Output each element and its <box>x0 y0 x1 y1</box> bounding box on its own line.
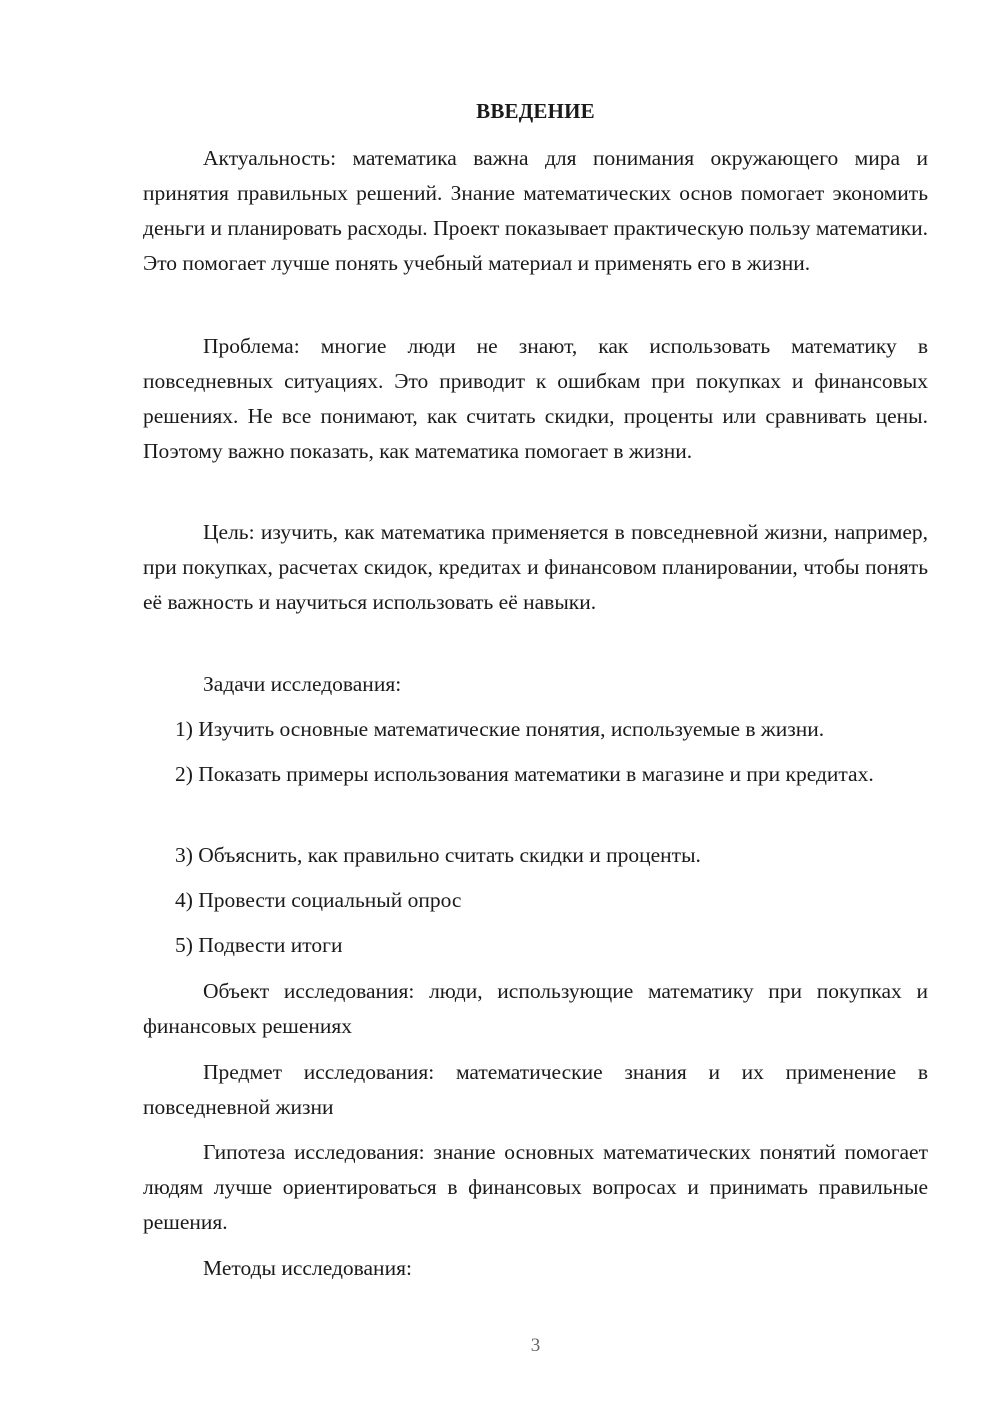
document-page <box>143 0 928 1414</box>
page-number: 3 <box>530 1335 541 1356</box>
task-item-4: 4) Провести социальный опрос <box>175 888 462 912</box>
section-title: ВВЕДЕНИЕ <box>476 99 595 123</box>
paragraph-research-object: Объект исследования: люди, использующие математику при покупках и финансовых решениях <box>143 979 928 1038</box>
paragraph-tasks-heading: Задачи исследования: <box>203 672 402 696</box>
paragraph-problem: Проблема: многие люди не знают, как использовать математику в повседневных ситуациях. Это приводит к ошибкам при покупках и финансовых решениях. Не все понимают, как считать скидки, проценты или сравнивать цены. Поэтому важно показать, как математика помогает в жизни. <box>143 334 928 463</box>
task-item-3: 3) Объяснить, как правильно считать скидки и проценты. <box>175 843 701 867</box>
paragraph-research-hypothesis: Гипотеза исследования: знание основных математических понятий помогает людям лучше ориентироваться в финансовых вопросах и принимать правильные решения. <box>143 1140 928 1234</box>
task-item-5: 5) Подвести итоги <box>175 933 343 957</box>
paragraph-research-subject: Предмет исследования: математические знания и их применение в повседневной жизни <box>143 1060 928 1119</box>
paragraph-goal: Цель: изучить, как математика применяется в повседневной жизни, например, при покупках, расчетах скидок, кредитах и финансовом планировании, чтобы понять её важность и научиться использовать её навыки. <box>143 520 928 614</box>
task-item-2: 2) Показать примеры использования математики в магазине и при кредитах. <box>175 762 874 786</box>
paragraph-research-methods: Методы исследования: <box>203 1256 412 1280</box>
task-item-1: 1) Изучить основные математические понятия, используемые в жизни. <box>175 717 825 741</box>
paragraph-relevance: Актуальность: математика важна для понимания окружающего мира и принятия правильных решений. Знание математических основ помогает экономить деньги и планировать расходы. Проект показывает практическую пользу математики. Это помогает лучше понять учебный материал и применять его в жизни. <box>143 146 928 275</box>
